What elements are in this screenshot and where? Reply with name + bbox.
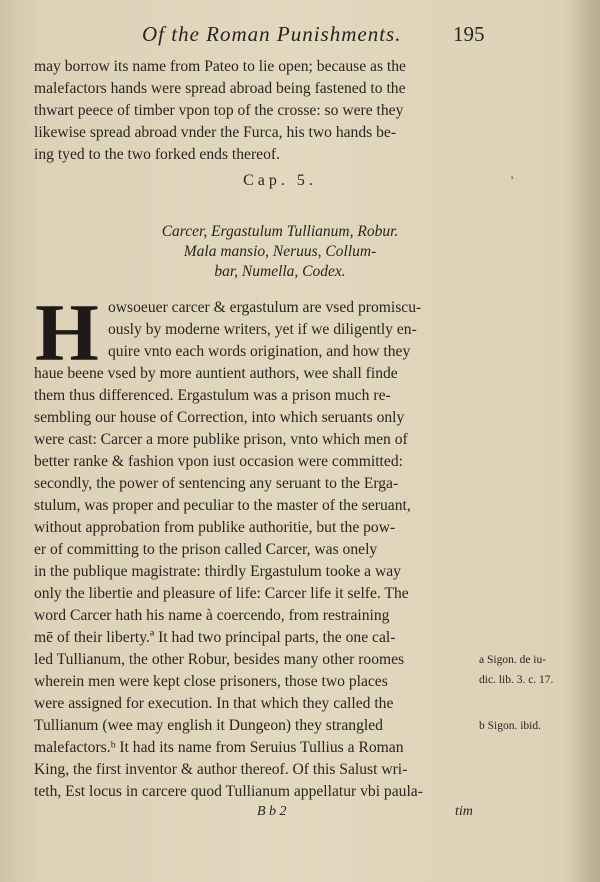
text-line: without approbation from publike authoritie, but the pow- xyxy=(34,519,396,536)
text-line: led Tullianum, the other Robur, besides many other roomes xyxy=(34,651,405,668)
text-line: owsoeuer carcer & ergastulum are vsed promiscu- xyxy=(108,299,422,316)
text-line: teth, Est locus in carcere quod Tullianum appellatur vbi paula- xyxy=(34,783,423,800)
text-line: King, the first inventor & author thereof. Of this Salust wri- xyxy=(34,761,408,778)
text-line: were assigned for execution. In that which they called the xyxy=(34,695,394,712)
text-line: likewise spread abroad vnder the Furca, his two hands be- xyxy=(34,124,397,141)
text-line: quire vnto each words origination, and how they xyxy=(108,343,411,360)
text-line: ously by moderne writers, yet if we diligently en- xyxy=(108,321,417,338)
text-line: mē of their liberty.ª It had two principal parts, the one cal- xyxy=(34,629,396,646)
text-line: may borrow its name from Pateo to lie open; because as the xyxy=(34,58,406,75)
text-line: only the libertie and pleasure of life: Carcer life it selfe. The xyxy=(34,585,409,602)
text-line: thwart peece of timber vpon top of the crosse: so were they xyxy=(34,102,404,119)
text-line: sembling our house of Correction, into which seruants only xyxy=(34,409,405,426)
running-head: Of the Roman Punishments. xyxy=(142,22,402,46)
margin-note: dic. lib. 3. c. 17. xyxy=(479,674,554,686)
text-line: were cast: Carcer a more publike prison, vnto which men of xyxy=(34,431,408,448)
text-line: them thus differenced. Ergastulum was a prison much re- xyxy=(34,387,391,404)
text-line: better ranke & fashion vpon iust occasion were committed: xyxy=(34,453,403,470)
chapter-heading: Cap. 5. xyxy=(243,172,317,189)
page-number: 195 xyxy=(453,22,485,46)
text-line: stulum, was proper and peculiar to the master of the seruant, xyxy=(34,497,411,514)
ink-mark: ' xyxy=(511,173,514,187)
text-line: haue beene vsed by more auntient authors, wee shall finde xyxy=(34,365,398,382)
text-line: wherein men were kept close prisoners, those two places xyxy=(34,673,388,690)
text-line: secondly, the power of sentencing any seruant to the Erga- xyxy=(34,475,399,492)
margin-note: b Sigon. ibid. xyxy=(479,720,541,732)
signature-mark: B b 2 xyxy=(257,804,287,819)
margin-note: a Sigon. de iu- xyxy=(479,654,547,666)
catchword: tim xyxy=(455,804,473,819)
text-line: ing tyed to the two forked ends thereof. xyxy=(34,146,280,163)
chapter-subtitle-line: bar, Numella, Codex. xyxy=(214,263,346,280)
chapter-subtitle-line: Carcer, Ergastulum Tullianum, Robur. xyxy=(161,223,399,240)
text-line: er of committing to the prison called Carcer, was onely xyxy=(34,541,378,558)
text-line: word Carcer hath his name à coercendo, from restraining xyxy=(34,607,390,624)
text-line: malefactors.ᵇ It had its name from Seruius Tullius a Roman xyxy=(34,739,404,756)
text-line: Tullianum (wee may english it Dungeon) they strangled xyxy=(34,717,383,734)
chapter-subtitle-line: Mala mansio, Neruus, Collum- xyxy=(183,243,377,260)
text-line: malefactors hands were spread abroad being fastened to the xyxy=(34,80,406,97)
text-line: in the publique magistrate: thirdly Ergastulum tooke a way xyxy=(34,563,401,580)
drop-capital: H xyxy=(35,287,99,378)
